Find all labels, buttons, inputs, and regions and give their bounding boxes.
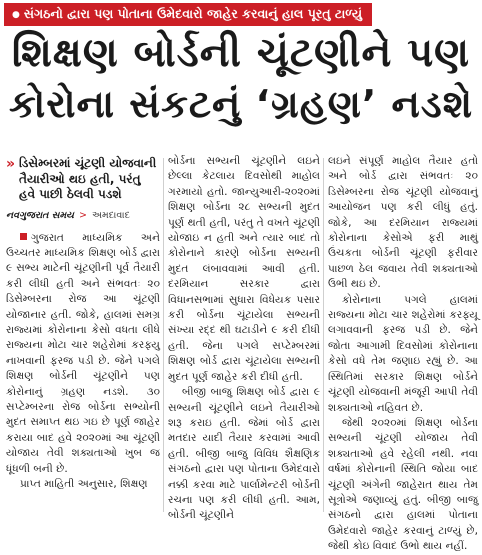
byline [6,209,160,223]
byline-source: નવગુજરાત સમય [6,209,74,221]
byline-place: અમદાવાદ [91,209,130,221]
column-divider [323,158,324,512]
kicker-bar [4,3,478,25]
article-column-1 [6,154,160,514]
kicker-label [4,3,372,26]
article-column-3 [328,154,478,553]
square-bullet-icon [20,233,27,240]
paragraph: જેથી ૨૦૨૦માં શિક્ષણ બોર્ડના સભ્યની ચૂંટણી યોજાય તેવી શક્યતાઓ હવે રહેલી નથી. નવા વર્ષમાં કોરોનાની સ્થિતિ જોયા બાદ ચૂંટણી અંગેની જાહેરાત થાય તેમ સૂત્રોએ જણાવ્યું હતું. બીજી બાજુ સંગઠનો દ્વારા હાલમાં પોતાના ઉમેદવારો જાહેર કરવાનું ટાળ્યું છે, જેથી કોઇ વિવાદ ઉભો થાય નહીં. [328,416,478,553]
article-column-2 [168,154,320,522]
kicker-text: સંગઠનો દ્વારા પણ પોતાના ઉમેદવારો જાહેર કરવાનું હાલ પૂરતુ ટાળ્યું [23,6,363,21]
deck [6,156,160,203]
paragraph: કોરોનાના પગલે હાલમાં રાજ્યના મોટા ચાર શહેરોમાં કરફ્યૂ લગાવવાની ફરજ પડી છે. જેને જોતા આગામી દિવસોમાં કોરોનાના કેસો વધે તેમ જણાઇ રહ્યું છે. આ સ્થિતિમાં સરકાર શિક્ષણ બોર્ડને ચૂંટણી યોજવાની મંજૂરી આપી તેવી શક્યતાઓ નહિવત છે. [328,293,478,414]
column-divider [163,158,164,512]
headline-line-1: શિક્ષણ બોર્ડની ચૂંટણીને પણ [11,30,471,76]
headline [4,27,478,129]
paragraph [6,231,160,478]
double-chevron-icon: » [6,156,16,172]
paragraph: બીજી બાજુ શિક્ષણ બોર્ડ દ્વારા ૯ સભ્યની ચૂંટણીને લઇને તૈયારીઓ શરૂ કરાઇ હતી. જેમાં બોર્ડ દ્વારા મતદાર યાદી તૈયાર કરવામાં આવી હતી. બીજી બાજુ વિવિધ શૈક્ષણિક સંગઠનો દ્વારા પણ પોતાના ઉમેદવારો નક્કી કરવા માટે પાર્લામેન્ટરી બોર્ડની રચના પણ કરી લીધી હતી. આમ, બોર્ડની ચૂંટણીને [168,386,320,522]
bullet-icon: ● [12,10,20,20]
headline-line-2: કોરોના સંકટનું ‘ગ્રહણ’ નડશે [8,82,474,126]
paragraph: બોર્ડના સભ્યની ચૂંટણીને લઇને છેલ્લા કેટલાય દિવસોથી માહોલ ગરમાયો હતો. જાન્યુઆરી-૨૦૨૦માં શિક્ષણ બોર્ડના ૨૮ સભ્યની મુદત પૂર્ણ થતી હતી, પરંતુ તે વખતે ચૂંટણી યોજાઇ ન હતી અને ત્યાર બાદ તો કોરોનાને કારણે બોર્ડના સભ્યની મુદત લંબાવવામાં આવી હતી. દરમિયાન સરકાર દ્વારા વિધાનસભામાં સુધારા વિધેયક પસાર કરી બોર્ડના ચૂંટાયેલા સભ્યની સંખ્યા રદ્દ થી ઘટાડીને ૯ કરી દીધી હતી. જેના પગલે સપ્ટેમ્બરમાં શિક્ષણ બોર્ડ દ્વારા ચૂંટાયેલા સભ્યની મુદત પૂર્ણ જાહેર કરી દીધી હતી. [168,155,320,383]
byline-separator: > [78,209,87,221]
paragraph: લઇને સંપૂર્ણ માહોલ તૈયાર હતો અને બોર્ડ દ્વારા સંભવતઃ ૨૦ ડિસેમ્બરના રોજ ચૂંટણી યોજવાનું આયોજન પણ કરી લીધું હતું. જોકે, આ દરમિયાન રાજ્યમાં કોરોનાના કેસોએ ફરી માથું ઉંચકતા બોર્ડની ચૂંટણી ફરીવાર પાછળ ઠેલ જવાય તેવી શક્યતાઓ ઉભી થઇ છે. [328,155,478,291]
deck-text: ડિસેમ્બરમાં ચૂંટણી યોજવાની તૈયારીઓ થઇ હતી, પરંતુ હવે પાછી ઠેલવી પડશે [19,156,157,201]
paragraph-text: ગુજરાત માધ્યમિક અને ઉચ્ચતર માધ્યમિક શિક્ષણ બોર્ડ દ્વારા ૯ સભ્ય માટેની ચૂંટણીની પૂર્વ તૈયારી કરી લીધી હતી અને સંભવતઃ ૨૦ ડિસેમ્બરના રોજ આ ચૂંટણી યોજાનાર હતી. જોકે, હાલમાં સમગ્ર રાજ્યમાં કોરોનાના કેસો વધતા લીધે રાજ્યના મોટા ચાર શહેરોમાં કરફ્યુ નાખવાની ફરજ પડી છે. જેને પગલે શિક્ષણ બોર્ડની ચૂંટણીને પણ કોરોનાનું ગ્રહણ નડશે. ૩૦ સપ્ટેમ્બરના રોજ બોર્ડના સભ્યોની મુદત સમાપ્ત થઇ ગઇ છે પૂર્ણ જાહેર કરાયા બાદ હવે ૨૦૨૦માં આ ચૂંટણી યોજાય તેવી શક્યતાઓ ખુબ જ ધૂંધળી બની છે. [6,231,160,475]
paragraph: પ્રાપ્ત માહિતી અનુસાર, શિક્ષણ [20,478,148,490]
